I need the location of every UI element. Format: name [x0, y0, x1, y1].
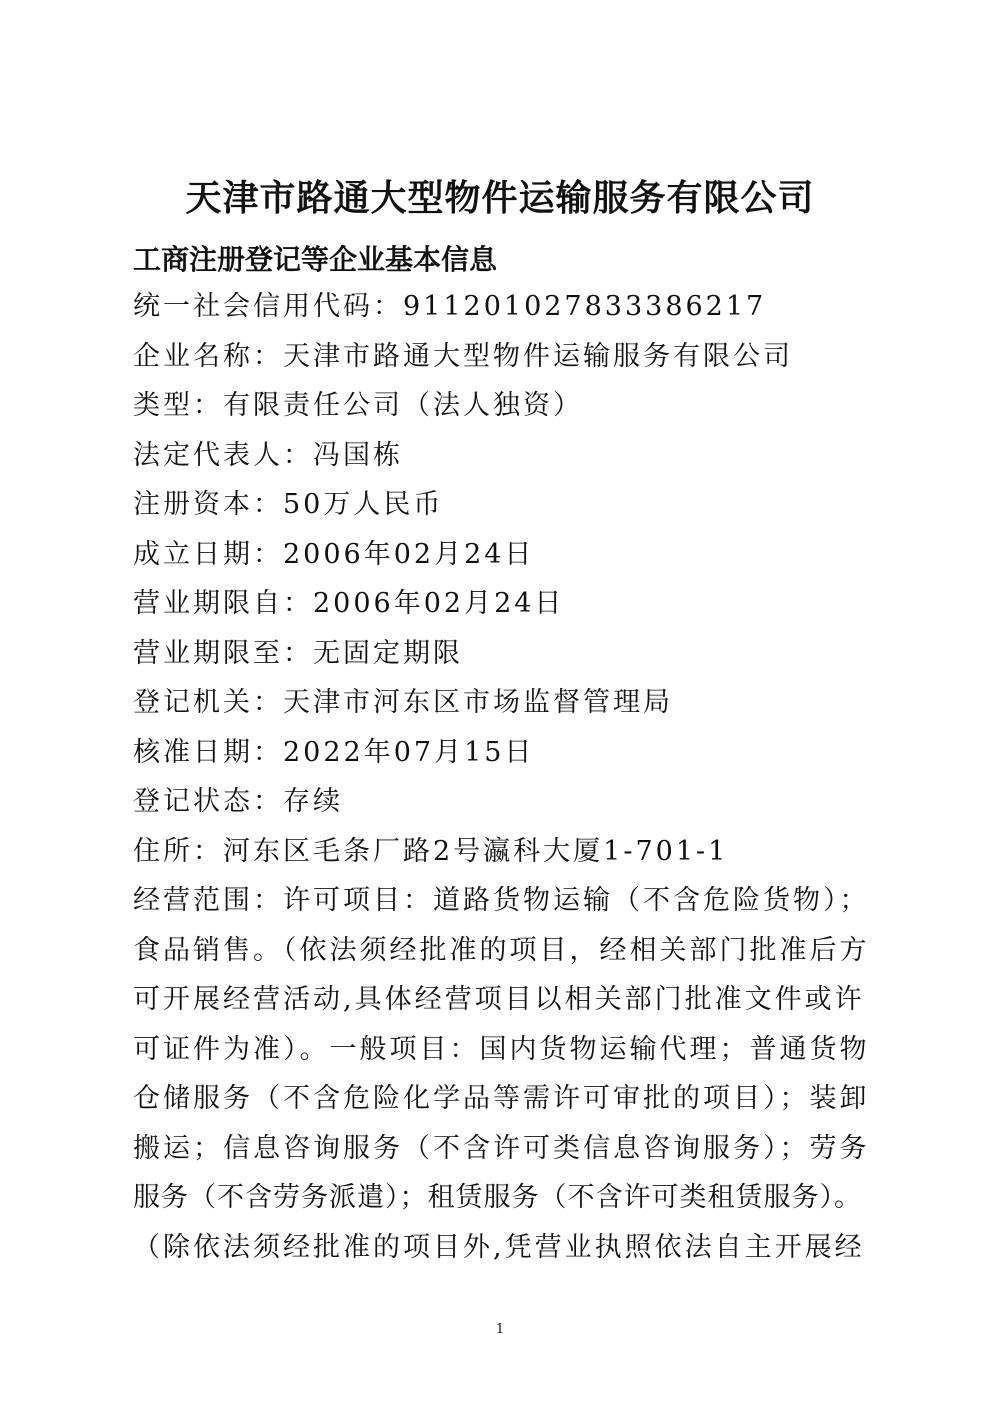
field-value: 911201027833386217: [403, 291, 767, 322]
business-scope-line: 搬运；信息咨询服务（不含许可类信息咨询服务）；劳务: [133, 1132, 870, 1164]
field-value: 2006年02月24日: [283, 538, 535, 570]
field-label: 注册资本：: [133, 489, 283, 520]
field-registration-authority: [133, 683, 873, 733]
field-label: 营业期限至：: [133, 637, 313, 669]
field-value: 冯国栋: [313, 439, 403, 471]
business-scope-line: 服务（不含劳务派遣）；租赁服务（不含许可类租赁服务）。: [133, 1182, 862, 1213]
field-label: 统一社会信用代码：: [133, 291, 403, 322]
field-established-date: [133, 535, 873, 585]
field-registered-capital: [133, 485, 873, 535]
field-approval-date: [133, 733, 873, 783]
field-value: 2006年02月24日: [313, 588, 565, 619]
company-title: 天津市路通大型物件运输服务有限公司: [185, 178, 815, 219]
field-company-type: [133, 386, 873, 436]
field-value: 河东区毛条厂路2号瀛科大厦1-701-1: [223, 835, 729, 867]
field-registration-status: [133, 782, 873, 832]
field-label: 登记机关：: [133, 687, 283, 718]
field-value: 50万人民币: [283, 489, 444, 520]
field-label: 企业名称：: [133, 340, 283, 372]
field-term-end: [133, 634, 873, 684]
field-legal-representative: [133, 436, 873, 486]
field-value: 2022年07月15日: [283, 736, 535, 768]
field-label: 核准日期：: [133, 736, 283, 768]
field-label: 住所：: [133, 835, 223, 867]
field-label: 法定代表人：: [133, 439, 313, 471]
field-value: 无固定期限: [313, 637, 463, 669]
business-scope: [133, 881, 873, 1277]
field-label: 营业期限自：: [133, 588, 313, 619]
page-number: 1: [495, 1322, 505, 1337]
field-credit-code: [133, 287, 873, 337]
field-term-start: [133, 584, 873, 634]
business-scope-line: 经营范围：许可项目：道路货物运输（不含危险货物）；: [133, 885, 870, 916]
section-heading: 工商注册登记等企业基本信息: [133, 243, 498, 276]
business-scope-line: 食品销售。（依法须经批准的项目，经相关部门批准后方: [133, 934, 870, 966]
field-value: 有限责任公司（法人独资）: [223, 390, 583, 421]
business-scope-line: 可开展经营活动,具体经营项目以相关部门批准文件或许: [133, 984, 865, 1015]
field-value: 存续: [283, 786, 343, 817]
business-scope-line: （除依法须经批准的项目外,凭营业执照依法自主开展经: [133, 1231, 865, 1263]
field-value: 天津市河东区市场监督管理局: [283, 687, 673, 718]
business-scope-line: 可证件为准）。一般项目：国内货物运输代理；普通货物: [133, 1033, 870, 1065]
field-company-name: [133, 337, 873, 387]
field-value: 天津市路通大型物件运输服务有限公司: [283, 340, 793, 372]
field-label: 成立日期：: [133, 538, 283, 570]
info-body: [133, 287, 873, 1277]
business-scope-line: 仓储服务（不含危险化学品等需许可审批的项目）；装卸: [133, 1083, 870, 1114]
field-label: 类型：: [133, 390, 223, 421]
field-address: [133, 832, 873, 882]
field-label: 登记状态：: [133, 786, 283, 817]
